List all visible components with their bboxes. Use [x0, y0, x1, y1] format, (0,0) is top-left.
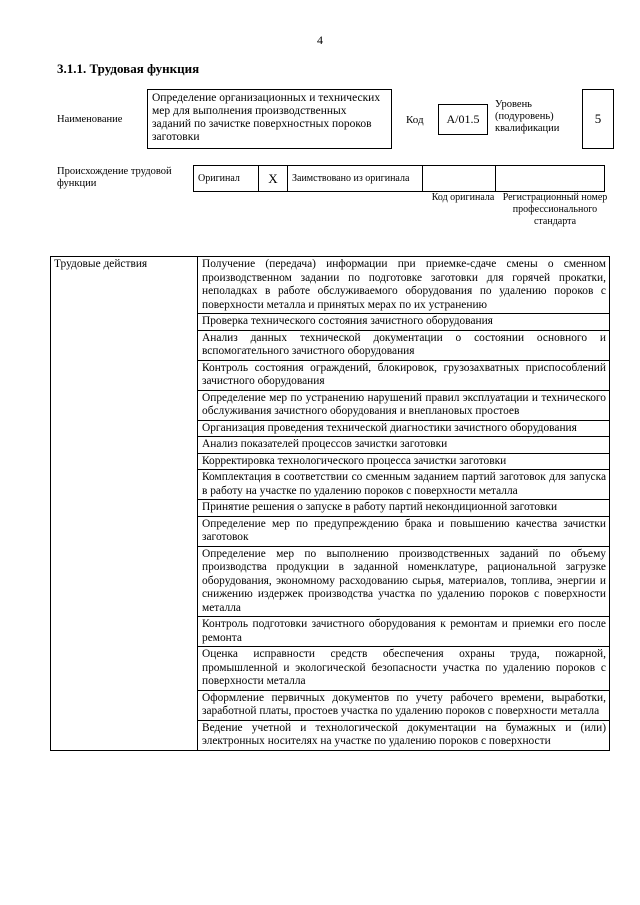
- original-code-cell: [423, 166, 496, 192]
- origin-label: Происхождение трудовой функции: [57, 166, 172, 189]
- labor-action-item: Принятие решения о запуске в работу партий некондиционной заготовки: [198, 500, 610, 517]
- section-title: 3.1.1. Трудовая функция: [57, 61, 200, 76]
- labor-action-item: Определение мер по предупреждению брака и повышению качества зачистки заготовок: [198, 516, 610, 546]
- labor-action-item: Проверка технического состояния зачистного оборудования: [198, 314, 610, 331]
- row-header: Трудовые действия: [51, 257, 198, 751]
- original-label: Оригинал: [198, 173, 240, 184]
- labor-action-item: Комплектация в соответствии со сменным заданием партий заготовок для запуска в работу на участке по удалению пороков с поверхности металла: [198, 470, 610, 500]
- reg-number-cell: [496, 166, 605, 192]
- labor-action-item: Анализ данных технической документации о состоянии основного и вспомогательного зачистного оборудования: [198, 330, 610, 360]
- origin-table: [193, 165, 605, 192]
- labor-action-item: Определение мер по выполнению производственных заданий по объему производства продукции в заданной номенклатуре, рациональной загрузке оборудования, экономному расходованию сырья, материалов, топлива, энергии и снижению издержек производства участка по удалению пороков с поверхности металла: [198, 546, 610, 617]
- labor-action-item: Определение мер по устранению нарушений правил эксплуатации и технического обслуживания зачистного оборудования и внеплановых простоев: [198, 390, 610, 420]
- labor-action-item: Получение (передача) информации при приемке-сдаче смены о сменном производственном задании по подготовке заготовки для горячей прокатки, неполадках в работе обслуживаемого оборудования по удалению пороков с поверхности металла и принятых мерах по их устранению: [198, 257, 610, 314]
- labor-action-item: Корректировка технологического процесса зачистки заготовки: [198, 453, 610, 470]
- labor-action-item: Контроль состояния ограждений, блокировок, грузозахватных приспособлений зачистного оборудования: [198, 360, 610, 390]
- labor-action-item: Организация проведения технической диагностики зачистного оборудования: [198, 420, 610, 437]
- code-label: Код: [406, 114, 424, 126]
- function-name-box: Определение организационных и технических мер для выполнения производственных заданий по зачистке поверхностных пороков заготовки: [147, 89, 392, 149]
- original-cell: [194, 166, 259, 192]
- labor-action-item: Анализ показателей процессов зачистки заготовки: [198, 437, 610, 454]
- borrowed-cell: Заимствовано из оригинала: [288, 166, 423, 192]
- labor-action-item: Контроль подготовки зачистного оборудования к ремонтам и приемки его после ремонта: [198, 617, 610, 647]
- level-label: Уровень (подуровень) квалификации: [495, 99, 560, 134]
- labor-action-item: Оценка исправности средств обеспечения охраны труда, пожарной, промышленной и экологической безопасности участка по удалению пороков с поверхности металла: [198, 647, 610, 691]
- labor-actions-table: [50, 256, 610, 751]
- labor-action-item: Ведение учетной и технологической документации на бумажных и (или) электронных носителях на участке по удалению пороков с поверхности: [198, 720, 610, 750]
- function-code-box: A/01.5: [438, 104, 488, 135]
- original-mark: X: [259, 166, 288, 192]
- page-number: 4: [317, 33, 323, 47]
- labor-action-item: Оформление первичных документов по учету рабочего времени, выработки, заработной платы, простоев участка по удалению пороков с поверхности металла: [198, 690, 610, 720]
- name-label: Наименование: [57, 114, 123, 125]
- reg-caption: Регистрационный номер профессионального стандарта: [502, 192, 608, 227]
- level-box: 5: [582, 89, 614, 149]
- table-row: [51, 257, 610, 314]
- code-caption: Код оригинала: [431, 192, 495, 203]
